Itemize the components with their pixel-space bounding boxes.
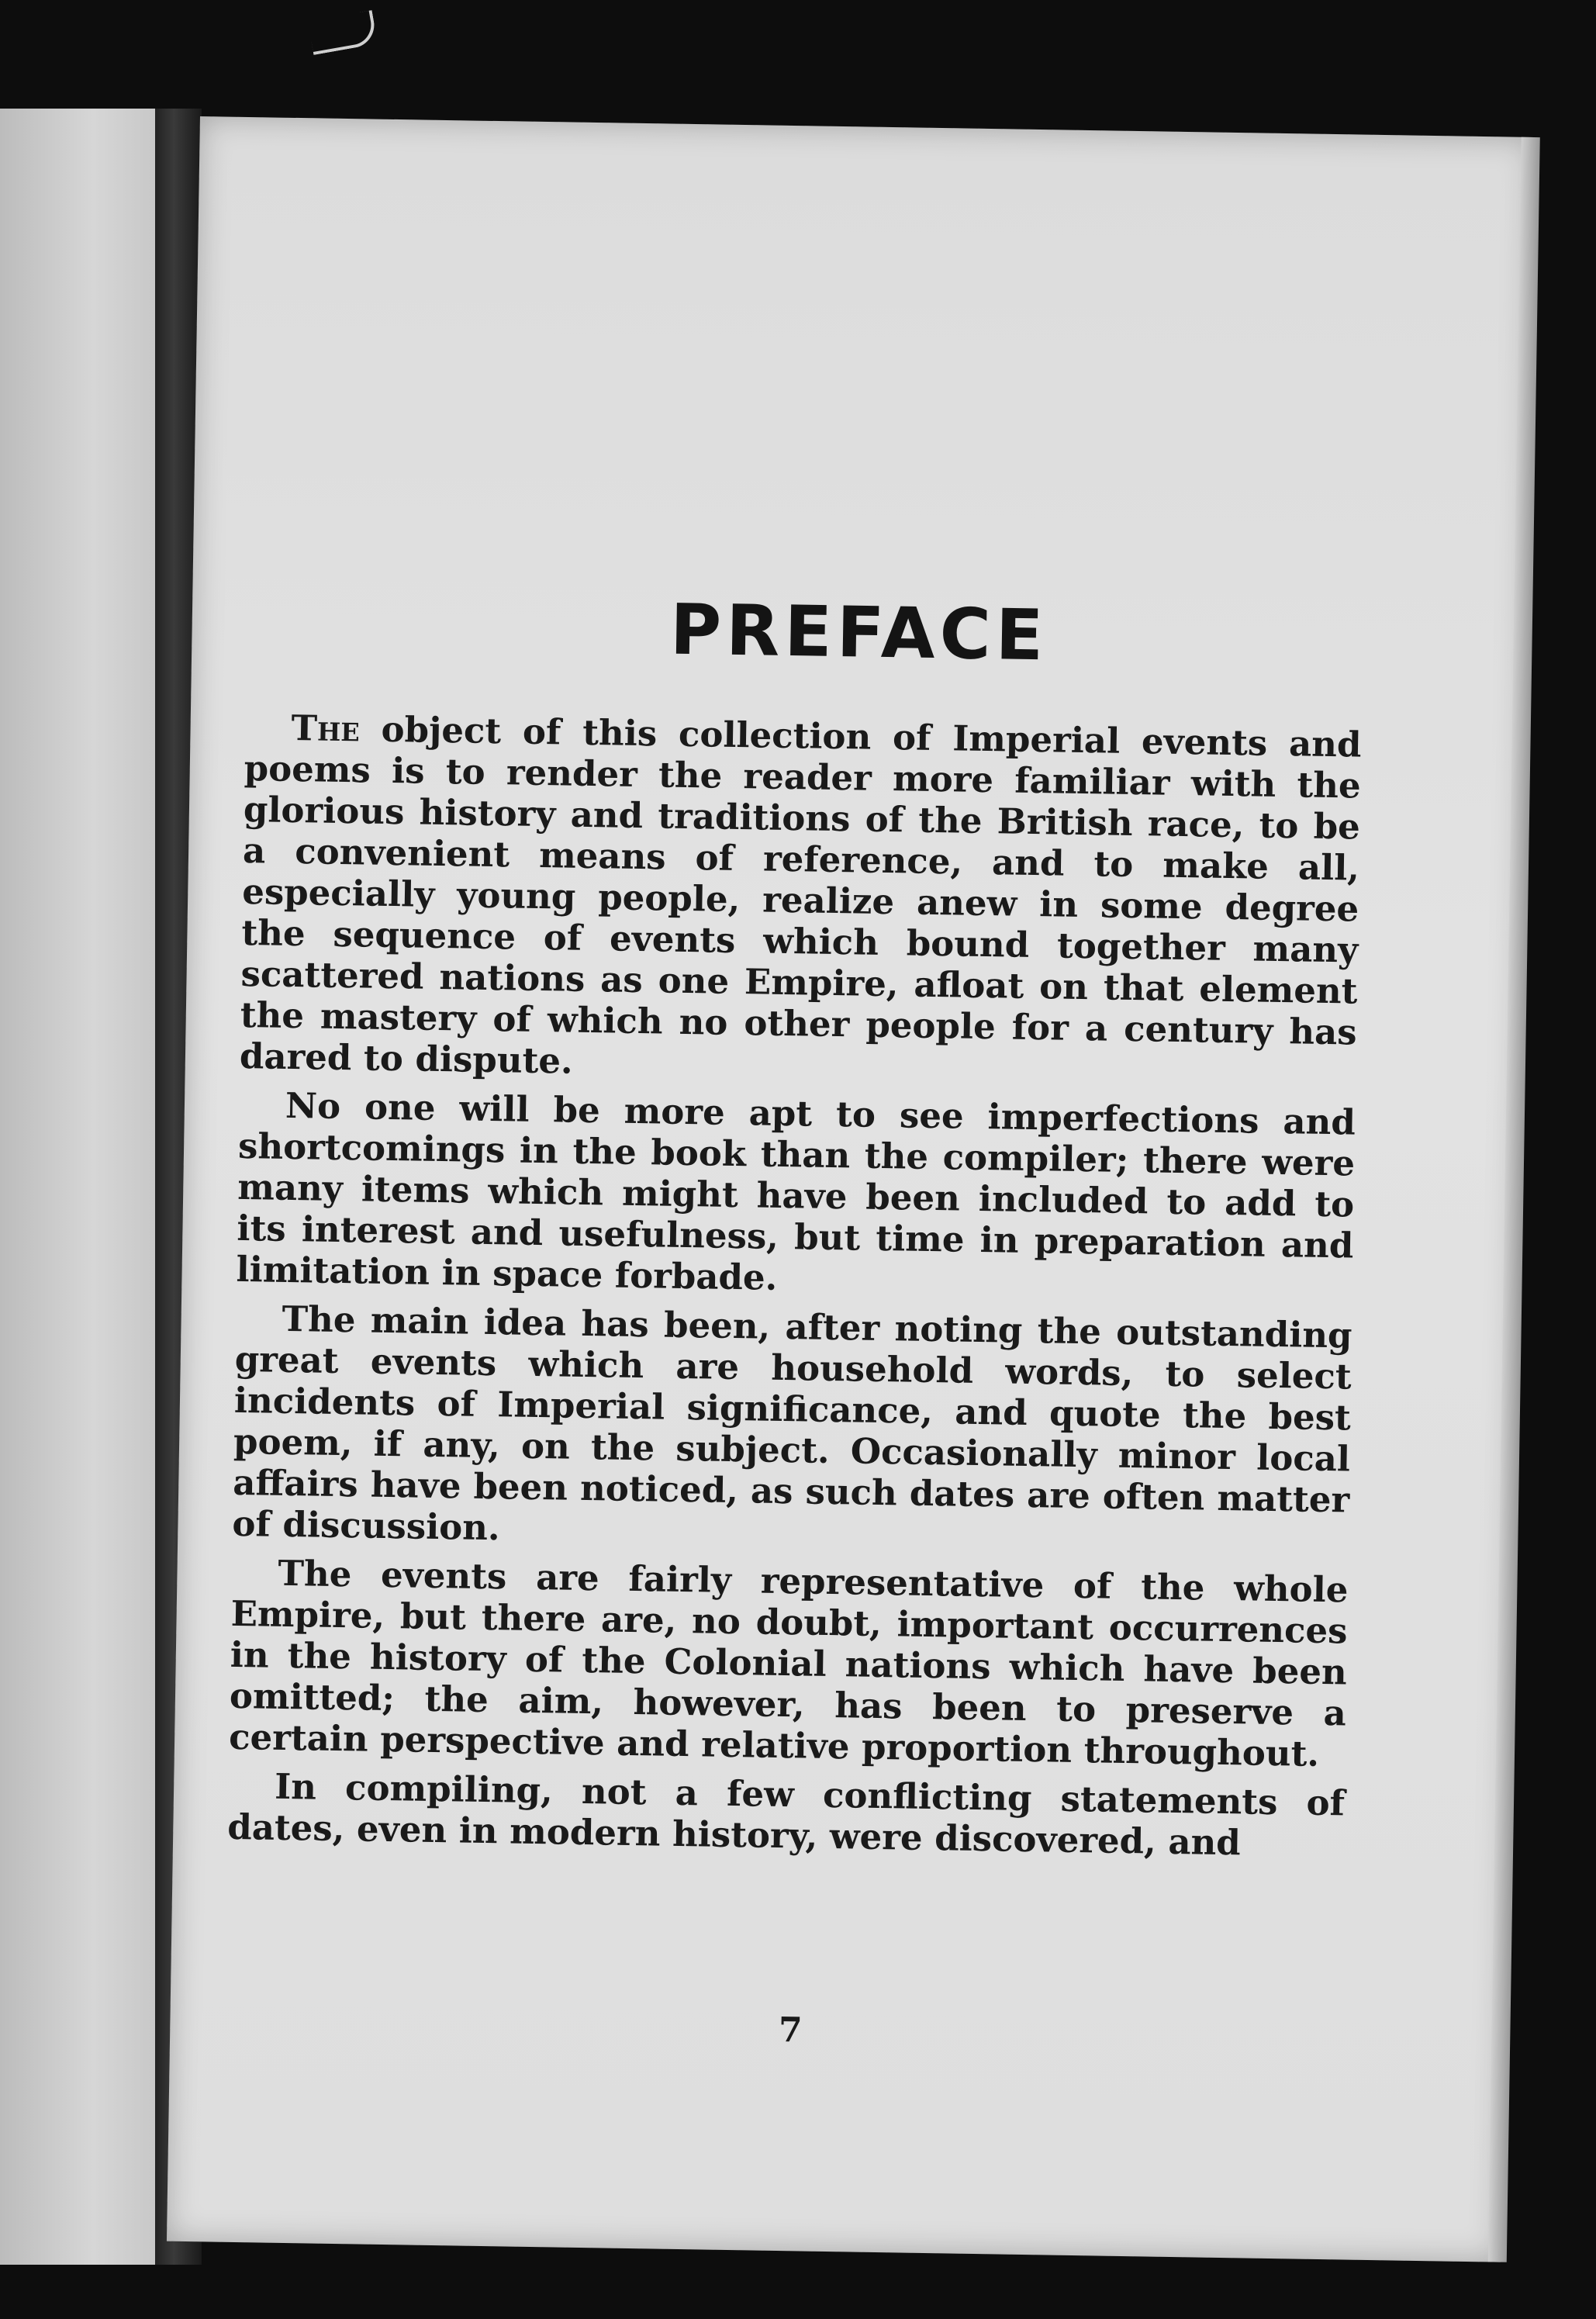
paragraph-2 <box>236 1084 1356 1308</box>
paragraph-body: The events are fairly representative of the whole Empire, but there are, no doubt, important occurrences in the history of the Colonial nations which have been omitted; the aim, however, has been to preserve a certain perspective and relative proportion throughout. <box>228 1552 1349 1775</box>
page-number: 7 <box>778 2010 803 2051</box>
paragraph-body: The main idea has been, after noting the outstanding great events which are household words, to select incidents of Imperial significance, and quote the best poem, if any, on the subject. Occasionally minor local affairs have been noticed, as such dates are often matter of discussion. <box>232 1298 1352 1549</box>
paragraph-body: object of this collection of Imperial events and poems is to render the reader more familiar with the glorious history and traditions of the British race, to be a convenient means of reference, and to make all, especially young people, realize anew in some degree the sequence of events which bound together many scattered nations as one Empire, afloat on that element the mastery of which no other people for a century has dared to dispute. <box>239 708 1362 1082</box>
scan-mark <box>308 10 378 55</box>
paragraph-body: No one will be more apt to see imperfections and shortcomings in the book than the compiler; there were many items which might have been included to add to its interest and usefulness, but time in preparation and limitation in space forbade. <box>236 1084 1356 1298</box>
paragraph-3 <box>232 1298 1352 1562</box>
paragraph-1 <box>240 707 1362 1094</box>
paragraph-5 <box>227 1765 1345 1865</box>
preface-text <box>227 707 1362 1872</box>
paragraph-4 <box>229 1552 1349 1775</box>
paragraph-body: In compiling, not a few conflicting statements of dates, even in modern history, were discovered, and <box>226 1765 1346 1864</box>
paragraph-lead: The <box>291 707 361 750</box>
page-title: PREFACE <box>669 589 1048 677</box>
book-page <box>167 116 1534 2262</box>
facing-page-edge <box>0 109 155 2265</box>
